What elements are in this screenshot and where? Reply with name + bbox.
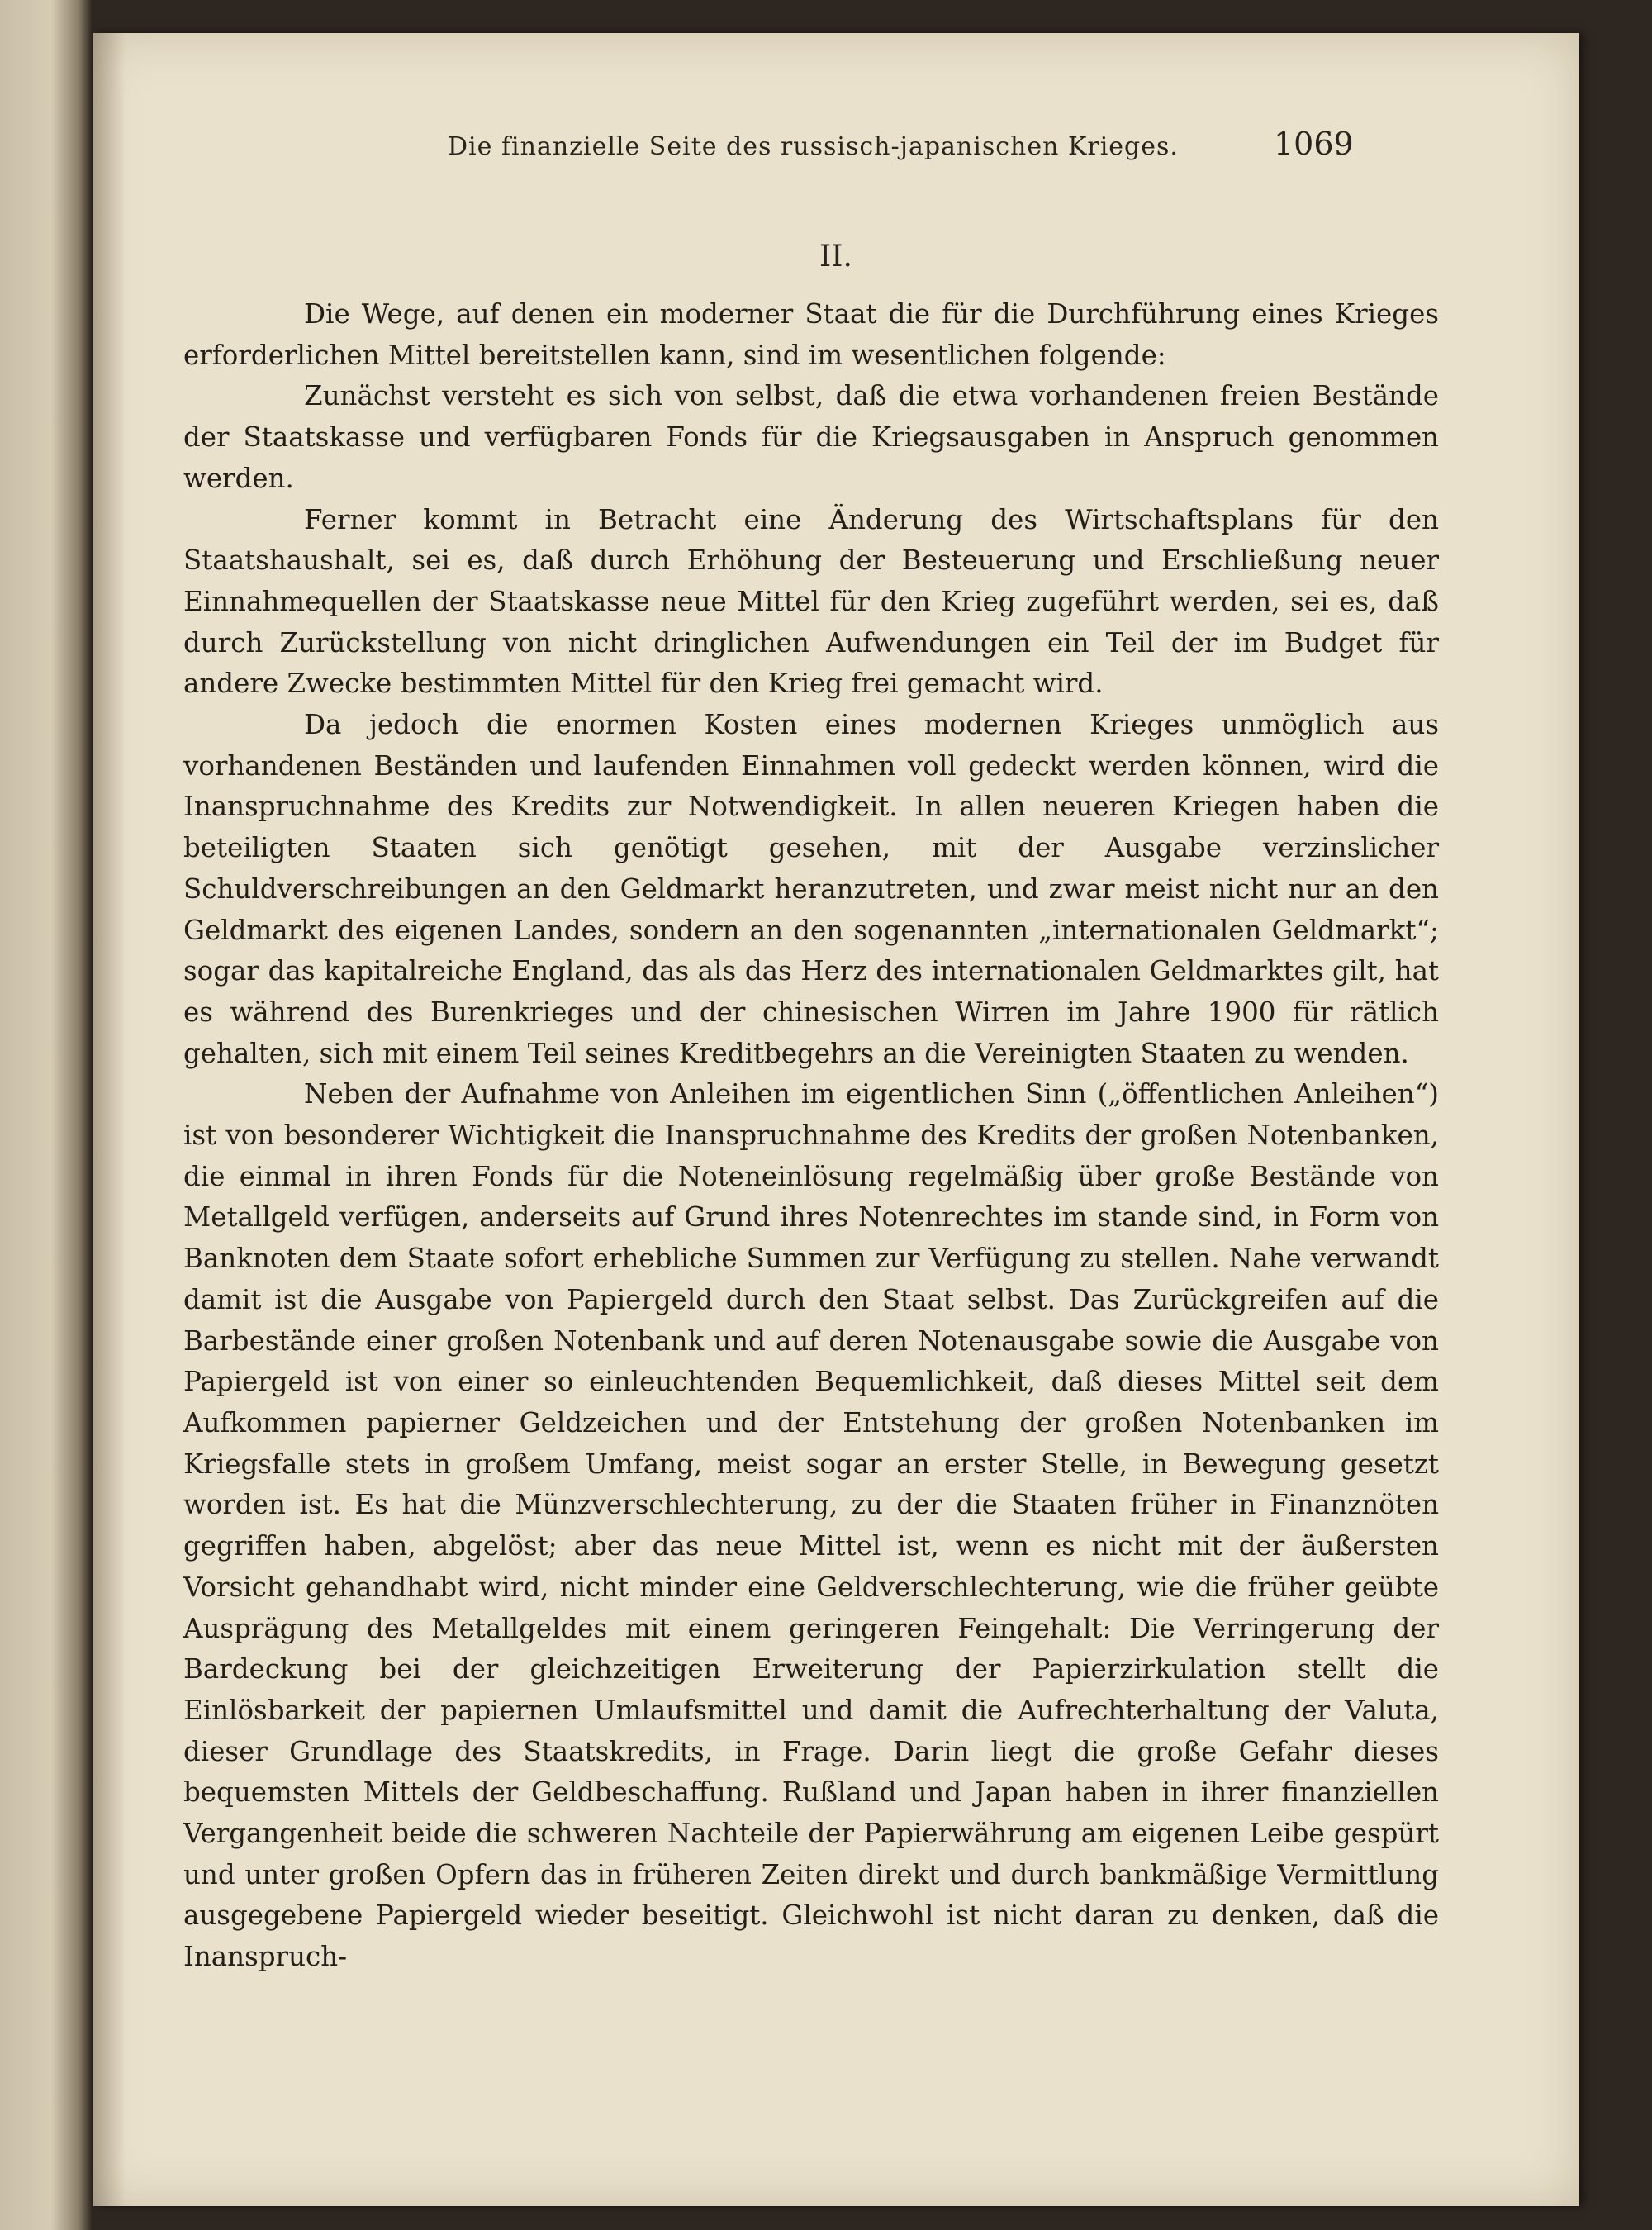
page-number: 1069 <box>1274 126 1354 162</box>
gutter-shadow <box>93 33 126 2206</box>
section-number: II. <box>819 240 852 273</box>
body-text <box>183 294 1439 1978</box>
book-page <box>93 33 1579 2206</box>
paragraph: Zunächst versteht es sich von selbst, daß die etwa vorhandenen freien Bestände der Staatskasse und verfügbaren Fonds für die Kriegsausgaben in Anspruch genommen werden. <box>183 380 1439 494</box>
paragraph: Da jedoch die enormen Kosten eines modernen Krieges unmöglich aus vorhandenen Beständen und laufenden Einnahmen voll gedeckt werden können, wird die Inanspruchnahme des Kredits zur Notwendigkeit. In allen neueren Kriegen haben die beteiligten Staaten sich genötigt gesehen, mit der Ausgabe verzinslicher Schuldverschreibungen an den Geldmarkt heranzutreten, und zwar meist nicht nur an den Geldmarkt des eigenen Landes, sondern an den sogenannten „internationalen Geldmarkt“; sogar das kapitalreiche England, das als das Herz des internationalen Geldmarktes gilt, hat es während des Burenkrieges und der chinesischen Wirren im Jahre 1900 für rätlich gehalten, sich mit einem Teil seines Kreditbegehrs an die Vereinigten Staaten zu wenden. <box>183 709 1439 1069</box>
running-title: Die finanzielle Seite des russisch-japanischen Krieges. <box>448 132 1179 161</box>
previous-page-edge <box>0 0 93 2230</box>
paragraph: Neben der Aufnahme von Anleihen im eigentlichen Sinn („öffentlichen Anleihen“) ist von besonderer Wichtigkeit die Inanspruchnahme des Kredits der großen Notenbanken, die einmal in ihren Fonds für die Noteneinlösung regelmäßig über große Bestände von Metallgeld verfügen, anderseits auf Grund ihres Notenrechtes im stande sind, in Form von Banknoten dem Staate sofort erhebliche Summen zur Verfügung zu stellen. Nahe verwandt damit ist die Ausgabe von Papiergeld durch den Staat selbst. Das Zurückgreifen auf die Barbestände einer großen Notenbank und auf deren Notenausgabe sowie die Ausgabe von Papiergeld ist von einer so einleuchtenden Bequemlichkeit, daß dieses Mittel seit dem Aufkommen papierner Geldzeichen und der Entstehung der großen Notenbanken im Kriegsfalle stets in großem Umfang, meist sogar an erster Stelle, in Bewegung gesetzt worden ist. Es hat die Münzverschlechterung, zu der die Staaten früher in Finanznöten gegriffen haben, abgelöst; aber das neue Mittel ist, wenn es nicht mit der äußersten Vorsicht gehandhabt wird, nicht minder eine Geldverschlechterung, wie die früher geübte Ausprägung des Metallgeldes mit einem geringeren Feingehalt: Die Verringerung der Bardeckung bei der gleichzeitigen Erweiterung der Papierzirkulation stellt die Einlösbarkeit der papiernen Umlaufsmittel und damit die Aufrechterhaltung der Valuta, dieser Grundlage des Staatskredits, in Frage. Darin liegt die große Gefahr dieses bequemsten Mittels der Geldbeschaffung. Rußland und Japan haben in ihrer finanziellen Vergangenheit beide die schweren Nachteile der Papierwährung am eigenen Leibe gespürt und unter großen Opfern das in früheren Zeiten direkt und durch bankmäßige Vermittlung ausgegebene Papiergeld wieder beseitigt. Gleichwohl ist nicht daran zu denken, daß die Inanspruch- <box>183 1078 1439 1973</box>
paragraph: Ferner kommt in Betracht eine Änderung des Wirtschaftsplans für den Staatshaushalt, sei es, daß durch Erhöhung der Besteuerung und Erschließung neuer Einnahmequellen der Staatskasse neue Mittel für den Krieg zugeführt werden, sei es, daß durch Zurückstellung von nicht dringlichen Aufwendungen ein Teil der im Budget für andere Zwecke bestimmten Mittel für den Krieg frei gemacht wird. <box>183 503 1439 700</box>
paragraph: Die Wege, auf denen ein moderner Staat die für die Durchführung eines Krieges erforderlichen Mittel bereitstellen kann, sind im wesentlichen folgende: <box>183 298 1439 371</box>
